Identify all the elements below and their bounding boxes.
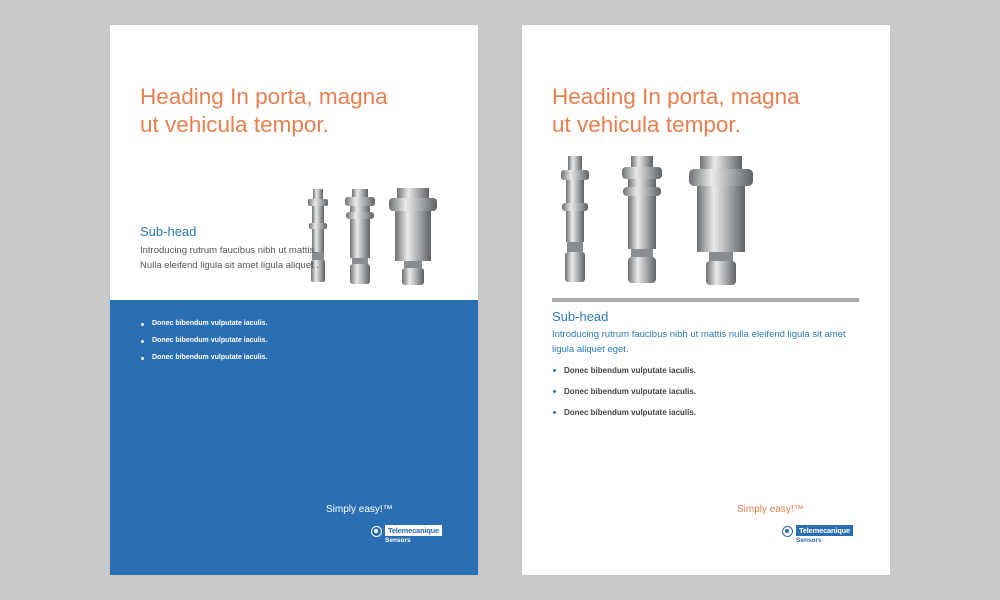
list-item: Donec bibendum vulputate iaculis. xyxy=(141,336,268,353)
list-item: Donec bibendum vulputate iaculis. xyxy=(141,319,268,336)
page-heading: Heading In porta, magna ut vehicula tempor. xyxy=(140,84,388,137)
sub-head: Sub-head xyxy=(140,224,197,239)
sub-head: Sub-head xyxy=(552,309,609,324)
logo-brand: Telemecanique xyxy=(796,525,853,536)
brochure-page-left xyxy=(110,25,478,575)
list-item: Donec bibendum vulputate iaculis. xyxy=(553,407,696,428)
list-item: Donec bibendum vulputate iaculis. xyxy=(553,386,696,407)
page-heading: Heading In porta, magna ut vehicula tempor. xyxy=(552,84,800,137)
telemecanique-logo xyxy=(782,525,853,545)
telemecanique-logo xyxy=(371,525,442,545)
telemecanique-logo-icon xyxy=(782,526,793,537)
list-item: Donec bibendum vulputate iaculis. xyxy=(141,353,268,370)
intro-paragraph: Introducing rutrum faucibus nibh ut mattis. Nulla eleifend ligula sit amet ligula aliquet . xyxy=(140,245,320,271)
list-item: Donec bibendum vulputate iaculis. xyxy=(553,365,696,386)
bullet-list xyxy=(141,319,268,370)
tagline: Simply easy!™ xyxy=(326,504,393,515)
bullet-list xyxy=(553,365,696,428)
telemecanique-logo-icon xyxy=(371,526,382,537)
intro-paragraph: Introducing rutrum faucibus nibh ut mattis nulla eleifend ligula sit amet ligula aliquet eget. xyxy=(552,329,846,355)
logo-brand: Telemecanique xyxy=(385,525,442,536)
logo-sub: Sensors xyxy=(796,537,822,544)
section-divider xyxy=(552,298,859,302)
sensor-product-image xyxy=(300,185,450,290)
logo-sub: Sensors xyxy=(385,537,411,544)
sensor-product-image xyxy=(547,153,757,288)
tagline: Simply easy!™ xyxy=(737,504,804,515)
brochure-page-right xyxy=(522,25,890,575)
